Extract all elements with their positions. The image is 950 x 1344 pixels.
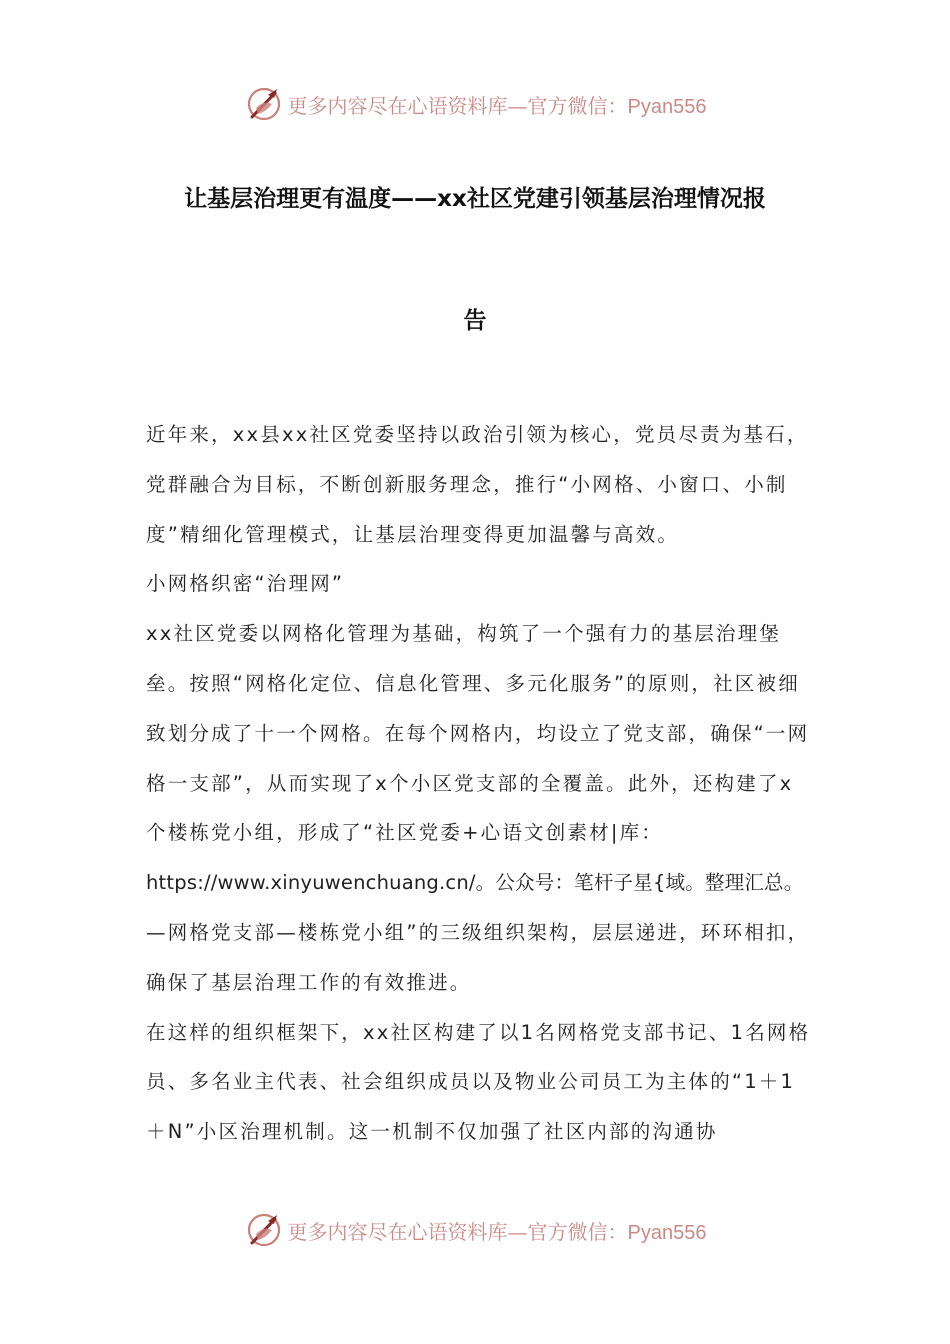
paragraph-structure: —网格党支部—楼栋党小组”的三级组织架构，层层递进，环环相扣，确保了基层治理工作的有效推进。 bbox=[146, 920, 810, 994]
header-watermark-banner bbox=[0, 84, 950, 124]
document-title-line1: 让基层治理更有温度——xx社区党建引领基层治理情况报 bbox=[184, 186, 766, 212]
banner-text: 更多内容尽在心语资料库—官方微信：Pyan556 bbox=[287, 1219, 707, 1244]
paragraph-url: https://www.xinyuwenchuang.cn/。公众号：笔杆子星{域。整理汇总。 bbox=[146, 871, 804, 895]
paragraph-intro: 近年来，xx县xx社区党委坚持以政治引领为核心，党员尽责为基石，党群融合为目标，不断创新服务理念，推行“小网格、小窗口、小制度”精细化管理模式，让基层治理变得更加温馨与高效。 bbox=[146, 423, 809, 546]
wechat-id: Pyan556 bbox=[627, 1221, 707, 1244]
wechat-id: Pyan556 bbox=[627, 95, 707, 118]
banner-text: 更多内容尽在心语资料库—官方微信：Pyan556 bbox=[287, 93, 707, 118]
section-heading: 小网格织密“治理网” bbox=[146, 572, 345, 596]
pen-circle-logo-icon bbox=[244, 84, 284, 124]
paragraph-grid: xx社区党委以网格化管理为基础，构筑了一个强有力的基层治理堡垒。按照“网格化定位、信息化管理、多元化服务”的原则，社区被细致划分成了十一个网格。在每个网格内，均设立了党支部，确保“一网格一支部”，从而实现了x个小区党支部的全覆盖。此外，还构建了x个楼栋党小组，形成了“社区党委+心语文创素材|库： bbox=[146, 622, 810, 845]
document-title-line2: 告 bbox=[463, 308, 487, 334]
paragraph-mechanism: 在这样的组织框架下，xx社区构建了以1名网格党支部书记、1名网格员、多名业主代表、社会组织成员以及物业公司员工为主体的“1＋1＋N”小区治理机制。这一机制不仅加强了社区内部的沟通协 bbox=[146, 1020, 811, 1144]
pen-circle-logo-icon bbox=[244, 1210, 284, 1250]
document-body bbox=[146, 410, 814, 1157]
footer-watermark-banner bbox=[0, 1210, 950, 1250]
